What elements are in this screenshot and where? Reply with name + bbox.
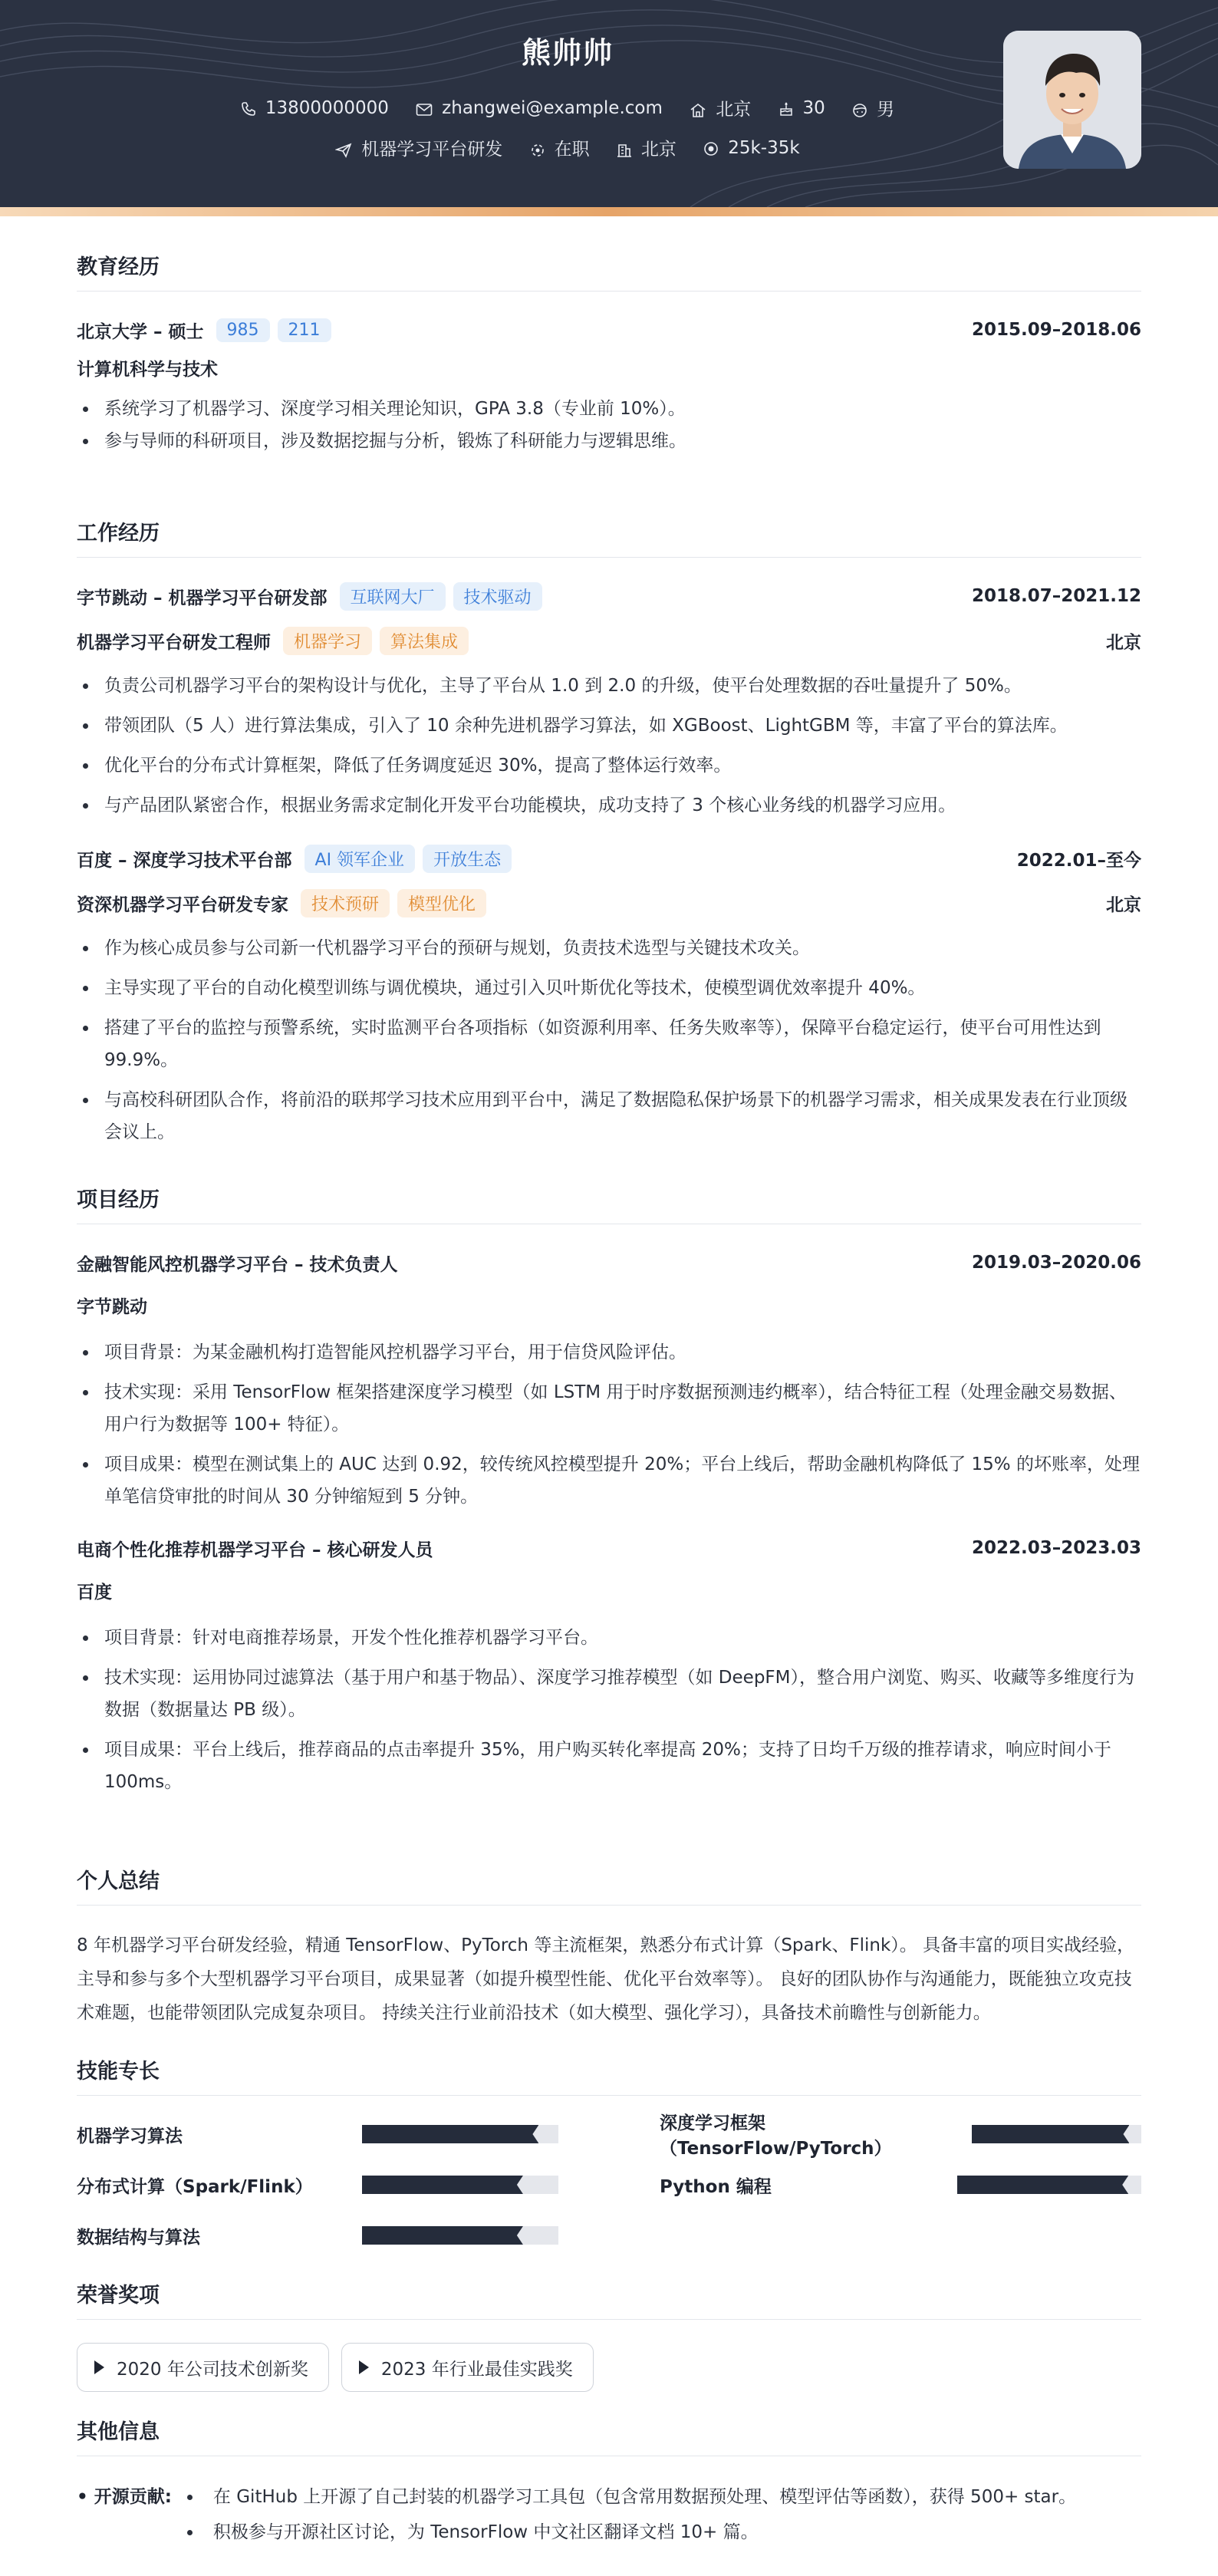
honor-label: 2020 年公司技术创新奖 [117,2359,308,2380]
list-item: • 搭建了平台的监控与预警系统，实时监测平台各项指标（如资源利用率、任务失败率等），保障平台稳定运行，使平台可用性达到 99.9%。 [98,1012,1141,1076]
education-period: 2015.09–2018.06 [971,320,1141,340]
skill-bar [362,2125,558,2143]
honors-title: 荣誉奖项 [77,2278,1141,2320]
job-title-row [77,625,1141,656]
play-icon [359,2360,369,2374]
location-text: 北京 [716,100,752,120]
project-header-row [77,1533,1141,1563]
open-source-row [77,2479,1141,2550]
list-item: • 项目背景：为某金融机构打造智能风控机器学习平台，用于信贷风险评估。 [98,1336,1141,1369]
avatar-illustration [1003,31,1141,169]
send-icon [335,143,352,158]
position-text: 机器学习平台研发 [361,140,503,160]
skill-item [77,2119,558,2149]
work-header-row [77,843,1141,874]
salary-item [703,138,799,158]
building-icon [617,143,632,158]
honor-item [77,2343,329,2392]
company-name: 字节跳动 – 机器学习平台研发部 [77,588,328,608]
skill-bar [972,2125,1141,2143]
email-item [416,98,663,118]
skill-item [77,2169,558,2200]
list-item: • 与高校科研团队合作，将前沿的联邦学习技术应用到平台中，满足了数据隐私保护场景下的机器学习需求，相关成果发表在行业顶级会议上。 [98,1084,1141,1148]
work-city: 北京 [1106,894,1141,915]
education-bullets [77,393,1141,457]
skill-bar [362,2176,558,2194]
contact-row [0,95,1135,120]
skill-bar [362,2226,558,2245]
phone-text: 13800000000 [265,97,389,118]
work-section [77,516,1141,1148]
company-tag: 技术驱动 [453,582,542,611]
phone-icon [241,101,256,117]
status-item [530,135,590,160]
work-bullets [77,932,1141,1148]
project-period: 2019.03–2020.06 [971,1253,1141,1273]
school-name: 北京大学 – 硕士 [77,321,204,342]
project-company: 字节跳动 [77,1297,147,1317]
gender-item [852,95,894,120]
skill-tag: 机器学习 [283,627,372,655]
skill-bar-fill [362,2176,523,2194]
home-icon [690,103,706,118]
education-title: 教育经历 [77,250,1141,292]
gender-text: 男 [877,100,895,120]
education-section [77,250,1141,457]
email-text: zhangwei@example.com [442,97,663,118]
work-period: 2022.01–至今 [1016,850,1141,871]
list-item: • 系统学习了机器学习、深度学习相关理论知识，GPA 3.8（专业前 10%）。 [98,393,1141,425]
skill-bar-fill [362,2226,523,2245]
work-city: 北京 [1106,632,1141,653]
project-bullets [77,1336,1141,1513]
list-item: • 作为核心成员参与公司新一代机器学习平台的预研与规划，负责技术选型与关键技术攻关。 [98,932,1141,964]
honor-label: 2023 年行业最佳实践奖 [380,2359,573,2380]
list-item: • 项目成果：平台上线后，推荐商品的点击率提升 35%，用户购买转化率提高 20%；支持了日均千万级的推荐请求，响应时间小于 100ms。 [98,1734,1141,1798]
skill-label: Python 编程 [660,2176,772,2197]
position-item [335,135,502,160]
candidate-name: 熊帅帅 [521,36,614,70]
skill-label: 机器学习算法 [77,2126,183,2146]
skill-label: 分布式计算（Spark/Flink） [77,2176,313,2197]
list-item: • 技术实现：运用协同过滤算法（基于用户和基于物品）、深度学习推荐模型（如 DeepFM），整合用户浏览、购买、收藏等多维度行为数据（数据量达 PB 级）。 [98,1662,1141,1726]
school-tag: 985 [216,318,270,342]
summary-section [77,1864,1141,2030]
open-source-list [172,2479,1076,2550]
profile-photo [1003,31,1141,169]
skill-item [77,2220,558,2251]
list-item: • 带领团队（5 人）进行算法集成，引入了 10 余种先进机器学习算法，如 XGBoost、LightGBM 等，丰富了平台的算法库。 [98,710,1141,742]
company-tag: 开放生态 [423,845,512,873]
honor-item [341,2343,594,2392]
city-text: 北京 [640,140,676,160]
list-item: • 优化平台的分布式计算框架，降低了任务调度延迟 30%，提高了整体运行效率。 [98,749,1141,782]
skill-bar [957,2176,1141,2194]
project-header-row [77,1247,1141,1278]
salary-text: 25k-35k [728,137,800,158]
list-item: • 参与导师的科研项目，涉及数据挖掘与分析，锻炼了科研能力与逻辑思维。 [98,425,1141,457]
school-tag: 211 [278,318,331,342]
job-title: 机器学习平台研发工程师 [77,632,271,653]
skills-grid [77,2113,1141,2251]
work-title: 工作经历 [77,516,1141,558]
coin-icon [703,141,719,156]
list-item: • 负责公司机器学习平台的架构设计与优化，主导了平台从 1.0 到 2.0 的升级，使平台处理数据的吞吐量提升了 50%。 [98,670,1141,702]
resume-header [0,0,1218,207]
skill-item [660,2113,1141,2159]
person-icon [852,103,867,118]
honors-list [77,2343,1141,2392]
project-name: 电商个性化推荐机器学习平台 – 核心研发人员 [77,1540,433,1560]
header-accent-bar [0,207,1218,216]
status-icon [530,143,545,158]
job-intent-row [0,135,1135,160]
age-item [779,98,825,118]
skill-tag: 模型优化 [397,889,486,917]
job-title: 资深机器学习平台研发专家 [77,894,288,915]
list-item: • 与产品团队紧密合作，根据业务需求定制化开发平台功能模块，成功支持了 3 个核心业务线的机器学习应用。 [98,789,1141,822]
open-source-label-text: 开源贡献: [94,2487,172,2507]
age-text: 30 [802,97,825,118]
projects-title: 项目经历 [77,1183,1141,1224]
skill-bar-fill [957,2176,1128,2194]
other-title: 其他信息 [77,2415,1141,2456]
work-bullets [77,670,1141,822]
skill-tag: 技术预研 [301,889,390,917]
company-name: 百度 – 深度学习技术平台部 [77,850,292,871]
summary-text: 8 年机器学习平台研发经验，精通 TensorFlow、PyTorch 等主流框架，熟悉分布式计算（Spark、Flink）。 具备丰富的项目实战经验，主导和参与多个大型机器学习平台项目，成果显著（如提升模型性能、优化平台效率等）。 良好的团队协作与沟通能力，既能独立攻克技术难题，也能带领团队完成复杂项目。 持续关注行业前沿技术（如大模型、强化学习），具备技术前瞻性与创新能力。 [77,1935,1135,2023]
project-bullets [77,1622,1141,1798]
list-item: • 积极参与开源社区讨论，为 TensorFlow 中文社区翻译文档 10+ 篇。 [202,2515,1076,2550]
mail-icon [416,103,433,117]
skills-title: 技能专长 [77,2054,1141,2096]
work-period: 2018.07–2021.12 [971,586,1141,606]
company-tag: AI 领军企业 [304,845,416,873]
skill-tag: 算法集成 [380,627,469,655]
list-item: • 技术实现：采用 TensorFlow 框架搭建深度学习模型（如 LSTM 用于时序数据预测违约概率），结合特征工程（处理金融交易数据、用户行为数据等 100+ 特征）。 [98,1376,1141,1441]
status-text: 在职 [554,140,590,160]
project-company: 百度 [77,1583,112,1603]
city-item [617,135,676,160]
location-item [690,95,751,120]
education-header-row [77,315,1141,345]
skill-bar-fill [362,2125,538,2143]
project-period: 2022.03–2023.03 [971,1538,1141,1558]
skills-section [77,2054,1141,2251]
project-name: 金融智能风控机器学习平台 – 技术负责人 [77,1254,398,1275]
other-section [77,2415,1141,2550]
list-item: • 在 GitHub 上开源了自己封装的机器学习工具包（包含常用数据预处理、模型评估等函数），获得 500+ star。 [202,2479,1076,2515]
skill-item [660,2169,1141,2200]
play-icon [94,2360,104,2374]
major: 计算机科学与技术 [77,360,218,380]
skill-bar-fill [972,2125,1130,2143]
list-item: • 主导实现了平台的自动化模型训练与调优模块，通过引入贝叶斯优化等技术，使模型调优效率提升 40%。 [98,972,1141,1004]
list-item: • 项目背景：针对电商推荐场景，开发个性化推荐机器学习平台。 [98,1622,1141,1654]
open-source-label: • 开源贡献: [77,2487,172,2507]
list-item: • 项目成果：模型在测试集上的 AUC 达到 0.92，较传统风控模型提升 20%；平台上线后，帮助金融机构降低了 15% 的坏账率，处理单笔信贷审批的时间从 30 分钟缩短到 5 分钟。 [98,1448,1141,1513]
cake-icon [779,101,794,117]
phone-item [241,98,389,118]
work-header-row [77,581,1141,611]
summary-title: 个人总结 [77,1864,1141,1906]
skill-label: 数据结构与算法 [77,2227,200,2248]
projects-section [77,1183,1141,1798]
job-title-row [77,888,1141,918]
skill-label: 深度学习框架（TensorFlow/PyTorch） [660,2113,892,2159]
honors-section [77,2278,1141,2392]
company-tag: 互联网大厂 [340,582,446,611]
